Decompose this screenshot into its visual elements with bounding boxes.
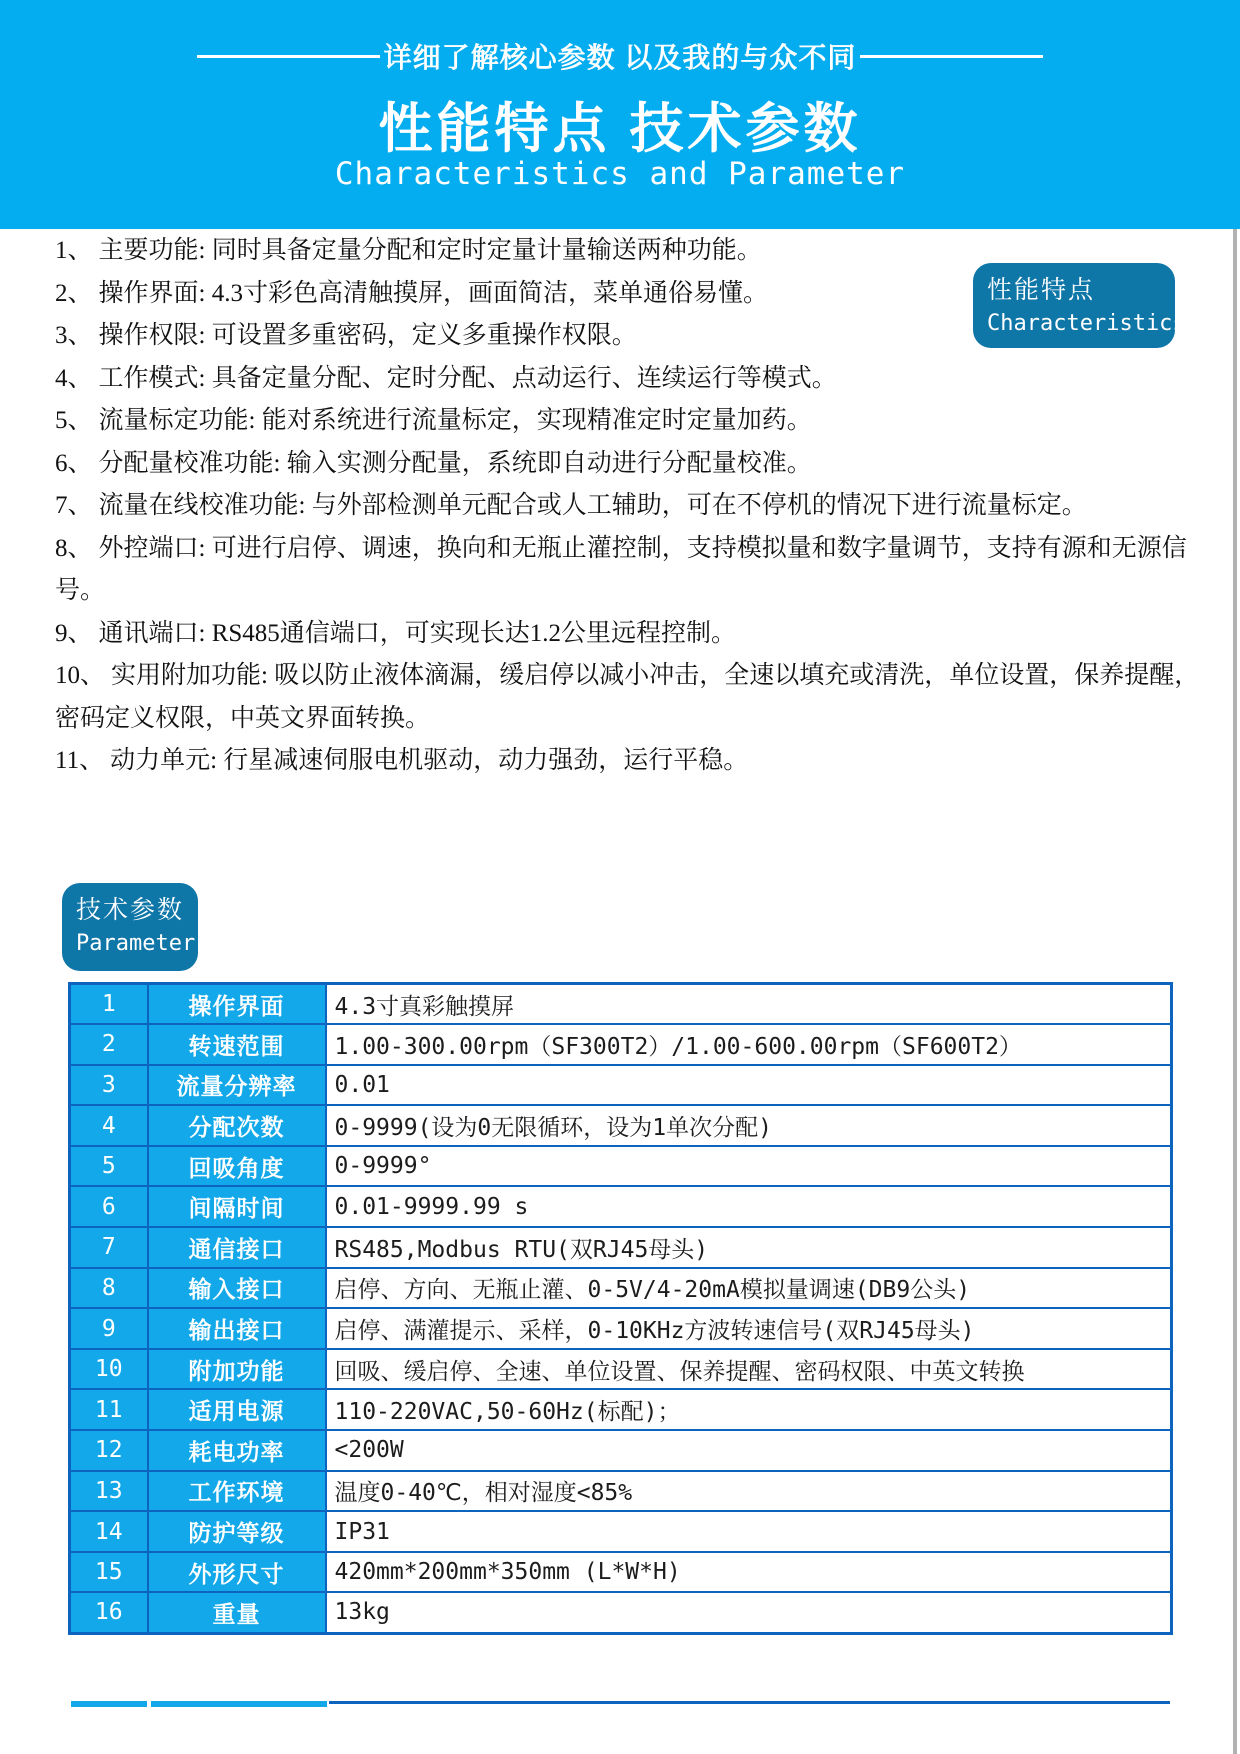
row-number-cell: 8 [70, 1268, 148, 1309]
row-label-cell: 分配次数 [148, 1105, 326, 1146]
feature-number: 9、 [55, 619, 93, 647]
feature-item [55, 613, 1212, 656]
characteristics-badge [973, 263, 1186, 348]
parameter-badge-en: Parameter [76, 931, 196, 956]
partial-value-border [329, 1701, 1170, 1704]
row-value-cell: 4.3寸真彩触摸屏 [326, 984, 1172, 1025]
feature-number: 6、 [55, 449, 93, 477]
characteristics-badge-en: Characteristics [987, 311, 1186, 336]
tagline-left-rule [197, 55, 380, 58]
feature-number: 11、 [55, 747, 105, 774]
row-label-cell: 工作环境 [148, 1471, 326, 1512]
table-row [70, 1552, 1172, 1593]
feature-number: 4、 [55, 364, 93, 392]
table-row [70, 1511, 1172, 1552]
table-row [70, 1186, 1172, 1227]
table-row [70, 1349, 1172, 1390]
feature-text: 动力单元: 行星减速伺服电机驱动，动力强劲，运行平稳。 [110, 747, 749, 774]
row-number-cell: 15 [70, 1552, 148, 1593]
row-number-cell: 11 [70, 1389, 148, 1430]
row-number-cell: 13 [70, 1471, 148, 1512]
row-number-cell: 5 [70, 1146, 148, 1187]
feature-number: 3、 [55, 322, 93, 349]
row-value-cell: 13kg [326, 1592, 1172, 1633]
row-value-cell: IP31 [326, 1511, 1172, 1552]
feature-text: 操作权限: 可设置多重密码，定义多重操作权限。 [98, 322, 637, 349]
row-value-cell: RS485,Modbus RTU(双RJ45母头) [326, 1227, 1172, 1268]
table-row-partial [68, 1701, 1173, 1707]
feature-text: 流量在线校准功能: 与外部检测单元配合或人工辅助，可在不停机的情况下进行流量标定。 [98, 492, 1087, 519]
parameter-table-body [70, 984, 1172, 1634]
feature-number: 5、 [55, 407, 93, 434]
table-row [70, 984, 1172, 1025]
feature-text: 主要功能: 同时具备定量分配和定时定量计量输送两种功能。 [98, 237, 762, 264]
row-label-cell: 耗电功率 [148, 1430, 326, 1471]
table-row [70, 1389, 1172, 1430]
feature-item [55, 485, 1212, 528]
row-number-cell: 2 [70, 1024, 148, 1065]
row-value-cell: <200W [326, 1430, 1172, 1471]
table-row [70, 1592, 1172, 1633]
row-label-cell: 重量 [148, 1592, 326, 1633]
table-row [70, 1065, 1172, 1106]
row-label-cell: 外形尺寸 [148, 1552, 326, 1593]
row-number-cell: 14 [70, 1511, 148, 1552]
row-number-cell: 1 [70, 984, 148, 1025]
row-label-cell: 转速范围 [148, 1024, 326, 1065]
row-label-cell: 通信接口 [148, 1227, 326, 1268]
row-label-cell: 防护等级 [148, 1511, 326, 1552]
tagline-text: 详细了解核心参数 以及我的与众不同 [383, 42, 857, 73]
row-value-cell: 0-9999(设为0无限循环，设为1单次分配) [326, 1105, 1172, 1146]
row-label-cell: 流量分辨率 [148, 1065, 326, 1106]
row-value-cell: 1.00-300.00rpm（SF300T2）/1.00-600.00rpm（SF600T2） [326, 1024, 1172, 1065]
feature-text: 分配量校准功能: 输入实测分配量，系统即自动进行分配量校准。 [98, 449, 812, 477]
table-row [70, 1308, 1172, 1349]
partial-number-cell [71, 1701, 147, 1707]
parameter-badge [62, 883, 198, 971]
feature-text: 工作模式: 具备定量分配、定时分配、点动运行、连续运行等模式。 [98, 364, 837, 392]
row-number-cell: 16 [70, 1592, 148, 1633]
row-number-cell: 4 [70, 1105, 148, 1146]
row-value-cell: 回吸、缓启停、全速、单位设置、保养提醒、密码权限、中英文转换 [326, 1349, 1172, 1390]
feature-number: 1、 [55, 237, 93, 264]
table-row [70, 1105, 1172, 1146]
feature-item [55, 740, 1212, 783]
row-value-cell: 0.01-9999.99 s [326, 1186, 1172, 1227]
feature-text: 操作界面: 4.3寸彩色高清触摸屏，画面简洁，菜单通俗易懂。 [98, 279, 768, 307]
feature-number: 2、 [55, 279, 93, 307]
row-value-cell: 0.01 [326, 1065, 1172, 1106]
table-row [70, 1430, 1172, 1471]
table-row [70, 1227, 1172, 1268]
feature-number: 7、 [55, 492, 93, 519]
page-title: 性能特点 技术参数 [378, 99, 862, 159]
row-number-cell: 12 [70, 1430, 148, 1471]
row-value-cell: 420mm*200mm*350mm (L*W*H) [326, 1552, 1172, 1593]
feature-number: 8、 [55, 534, 93, 562]
row-value-cell: 启停、满灌提示、采样，0-10KHz方波转速信号(双RJ45母头) [326, 1308, 1172, 1349]
feature-text: 流量标定功能: 能对系统进行流量标定，实现精准定时定量加药。 [98, 407, 812, 434]
row-value-cell: 0-9999° [326, 1146, 1172, 1187]
feature-text: 实用附加功能: 吸以防止液体滴漏，缓启停以减小冲击，全速以填充或清洗，单位设置，保养提醒，密码定义权限，中英文界面转换。 [55, 662, 1200, 732]
table-row [70, 1024, 1172, 1065]
row-value-cell: 110-220VAC,50-60Hz(标配)； [326, 1389, 1172, 1430]
parameter-badge-zh: 技术参数 [76, 896, 185, 924]
row-label-cell: 附加功能 [148, 1349, 326, 1390]
row-label-cell: 输出接口 [148, 1308, 326, 1349]
row-number-cell: 6 [70, 1186, 148, 1227]
feature-item [55, 655, 1212, 740]
header-tagline [0, 36, 1240, 76]
row-label-cell: 回吸角度 [148, 1146, 326, 1187]
row-number-cell: 10 [70, 1349, 148, 1390]
feature-item [55, 358, 1212, 401]
row-number-cell: 7 [70, 1227, 148, 1268]
row-label-cell: 适用电源 [148, 1389, 326, 1430]
partial-label-cell [151, 1701, 327, 1707]
table-row [70, 1471, 1172, 1512]
feature-text: 通讯端口: RS485通信端口，可实现长达1.2公里远程控制。 [98, 619, 737, 647]
row-value-cell: 温度0-40℃，相对湿度<85% [326, 1471, 1172, 1512]
row-label-cell: 操作界面 [148, 984, 326, 1025]
row-label-cell: 间隔时间 [148, 1186, 326, 1227]
parameter-table [68, 982, 1173, 1635]
characteristics-badge-zh: 性能特点 [987, 276, 1096, 304]
row-label-cell: 输入接口 [148, 1268, 326, 1309]
feature-text: 外控端口: 可进行启停、调速，换向和无瓶止灌控制，支持模拟量和数字量调节，支持有源和无源信号。 [55, 534, 1187, 604]
table-row [70, 1268, 1172, 1309]
tagline-right-rule [860, 55, 1043, 58]
row-number-cell: 9 [70, 1308, 148, 1349]
feature-item [55, 443, 1212, 486]
row-number-cell: 3 [70, 1065, 148, 1106]
header-band [0, 0, 1240, 229]
table-row [70, 1146, 1172, 1187]
page-subtitle: Characteristics and Parameter [334, 156, 906, 192]
row-value-cell: 启停、方向、无瓶止灌、0-5V/4-20mA模拟量调速(DB9公头) [326, 1268, 1172, 1309]
feature-number: 10、 [55, 662, 106, 689]
feature-item [55, 400, 1212, 443]
feature-item [55, 528, 1212, 613]
page-edge-line [1233, 229, 1237, 1754]
